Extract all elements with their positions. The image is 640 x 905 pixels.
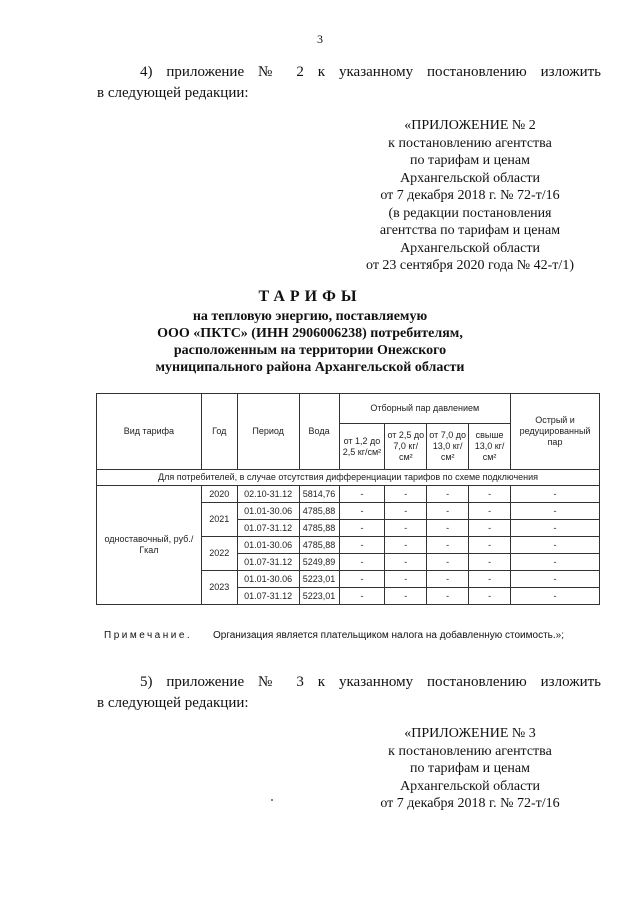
year-cell: 2023 [201,571,237,605]
item4-word: 2 [296,64,304,80]
appendix2-line: «ПРИЛОЖЕНИЕ № 2 [404,118,536,133]
appendix2-line: агентства по тарифам и ценам [379,223,561,238]
value-cell: - [385,588,427,605]
item5-word: к [317,674,326,690]
value-cell: - [385,537,427,554]
value-cell: - [339,588,385,605]
appendix2-line: от 23 сентября 2020 года № 42-т/1) [366,258,574,273]
header-period: Период [237,394,299,470]
appendix3-line: от 7 декабря 2018 г. № 72-т/16 [380,796,560,811]
value-cell: - [339,571,385,588]
value-cell: - [385,554,427,571]
value-cell: - [469,486,511,503]
header-year: Год [201,394,237,470]
value-cell: - [469,520,511,537]
appendix3-line: «ПРИЛОЖЕНИЕ № 3 [404,726,536,741]
note-text: Организация является плательщиком налога на добавленную стоимость.»; [212,630,564,641]
year-cell: 2021 [201,503,237,537]
item5-word: постановлению [426,674,527,690]
period-cell: 01.01-30.06 [237,537,299,554]
value-cell: - [427,571,469,588]
value-cell: - [469,588,511,605]
value-cell: - [511,554,600,571]
title-line: муниципального района Архангельской области [155,360,465,375]
value-cell: - [385,520,427,537]
year-cell: 2020 [201,486,237,503]
water-cell: 5814,76 [299,486,339,503]
item4-paragraph [140,62,601,83]
value-cell: - [511,520,600,537]
appendix2-line: от 7 декабря 2018 г. № 72-т/16 [380,188,560,203]
value-cell: - [511,503,600,520]
item5-word: 3 [296,674,304,690]
note-label: Примечание. [104,630,193,641]
value-cell: - [469,571,511,588]
period-cell: 01.07-31.12 [237,554,299,571]
header-steam-2: от 2,5 до 7,0 кг/см² [385,424,427,470]
value-cell: - [511,588,600,605]
item5-word: приложение [166,674,245,690]
value-cell: - [469,503,511,520]
value-cell: - [469,554,511,571]
water-cell: 4785,88 [299,503,339,520]
header-tariff-type: Вид тарифа [97,394,202,470]
value-cell: - [427,503,469,520]
item4-word: приложение [166,64,245,80]
scan-speck [271,799,273,801]
title-line: расположенным на территории Онежского [173,343,447,358]
period-cell: 02.10-31.12 [237,486,299,503]
water-cell: 5223,01 [299,588,339,605]
period-cell: 01.07-31.12 [237,520,299,537]
appendix2-line: Архангельской области [400,240,540,256]
item5-word: 5) [140,674,153,690]
period-cell: 01.01-30.06 [237,503,299,520]
value-cell: - [427,520,469,537]
item5-word: № [258,674,283,690]
value-cell: - [511,537,600,554]
item4-word: постановлению [426,64,527,80]
page-number: 3 [317,32,323,46]
title-line: на тепловую энергию, поставляемую [192,309,428,324]
item4-word: № [258,64,283,80]
water-cell: 4785,88 [299,520,339,537]
header-water: Вода [299,394,339,470]
item4-line1 [140,62,601,83]
value-cell: - [385,486,427,503]
value-cell: - [339,554,385,571]
value-cell: - [427,537,469,554]
value-cell: - [385,503,427,520]
item5-paragraph [140,672,601,693]
header-sharp-steam: Острый и редуцированный пар [511,394,600,470]
appendix3-line: Архангельской области [400,778,540,794]
item5-line1 [140,672,601,693]
appendix3-line: по тарифам и ценам [410,761,530,776]
appendix3-line: к постановлению агентства [388,743,552,759]
appendix3-block [355,725,585,813]
value-cell: - [339,486,385,503]
section-row: Для потребителей, в случае отсутствия дифференциации тарифов по схеме подключения [97,470,600,486]
table-row [97,486,600,503]
year-cell: 2022 [201,537,237,571]
water-cell: 4785,88 [299,537,339,554]
value-cell: - [427,588,469,605]
water-cell: 5249,89 [299,554,339,571]
appendix2-block [355,117,585,275]
value-cell: - [511,486,600,503]
item4-word: к [317,64,326,80]
item4-word: указанному [339,64,414,80]
title-heading: ТАРИФЫ [258,288,362,305]
tariff-title [100,288,520,376]
title-line: ООО «ПКТС» (ИНН 2906006238) потребителям, [157,326,463,341]
header-steam-group: Отборный пар давлением [339,394,510,424]
appendix2-line: к постановлению агентства [388,135,552,151]
value-cell: - [339,537,385,554]
appendix2-line: по тарифам и ценам [410,153,530,168]
header-steam-1: от 1,2 до 2,5 кг/см² [339,424,385,470]
value-cell: - [427,486,469,503]
tariff-type-cell: одноставочный, руб./Гкал [97,486,202,605]
value-cell: - [511,571,600,588]
value-cell: - [339,520,385,537]
appendix2-line: Архангельской области [400,170,540,186]
value-cell: - [427,554,469,571]
item4-word: 4) [140,64,153,80]
tariff-table [96,393,600,605]
value-cell: - [469,537,511,554]
period-cell: 01.01-30.06 [237,571,299,588]
header-steam-4: свыше 13,0 кг/см² [469,424,511,470]
value-cell: - [339,503,385,520]
item5-word: изложить [540,674,602,690]
header-steam-3: от 7,0 до 13,0 кг/см² [427,424,469,470]
appendix2-line: (в редакции постановления [388,205,552,221]
water-cell: 5223,01 [299,571,339,588]
value-cell: - [385,571,427,588]
item4-word: изложить [540,64,602,80]
item5-line2: в следующей редакции: [97,695,249,711]
table-note [104,630,564,641]
period-cell: 01.07-31.12 [237,588,299,605]
item5-word: указанному [339,674,414,690]
item4-line2: в следующей редакции: [97,85,249,101]
